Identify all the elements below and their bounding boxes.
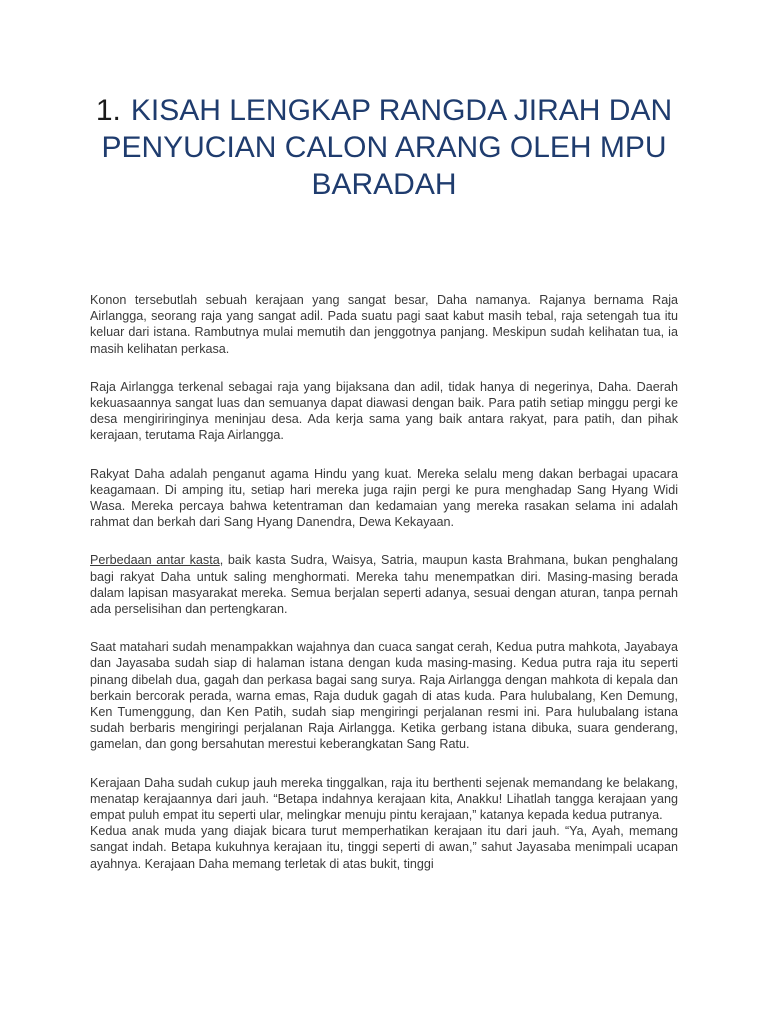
- article-body: [90, 292, 678, 894]
- paragraph-6: [90, 775, 678, 872]
- kasta-link[interactable]: Perbedaan antar kasta: [90, 553, 220, 568]
- paragraph-1: Konon tersebutlah sebuah kerajaan yang sangat besar, Daha namanya. Rajanya bernama Raja Airlangga, seorang raja yang sangat adil. Pada suatu pagi saat kabut masih tebal, raja setengah tua itu keluar dari istana. Rambutnya mulai memutih dan jenggotnya panjang. Meskipun sudah kelihatan tua, ia masih kelihatan perkasa.: [90, 293, 678, 356]
- paragraph-6-text: Kerajaan Daha sudah cukup jauh mereka tinggalkan, raja itu berthenti sejenak memandang ke belakang, menatap kerajaannya dari jauh. “Betapa indahnya kerajaan kita, Anakku! Lihatlah tangga kerajaan yang empat puluh empat itu seperti ular, melingkar menuju pintu kerajaan,” katanya kepada kedua putranya.: [90, 775, 678, 823]
- page-title: [60, 92, 708, 203]
- paragraph-5: Saat matahari sudah menampakkan wajahnya dan cuaca sangat cerah, Kedua putra mahkota, Jayabaya dan Jayasaba sudah siap di halaman istana dengan kuda masing-masing. Kedua putra raja itu seperti pinang dibelah dua, gagah dan perkasa bagai sang surya. Raja Airlangga dengan mahkota di kepala dan berkain bercorak perada, warna emas, Raja duduk gagah di atas kuda. Para hulubalang, Ken Demung, Ken Tumenggung, dan Ken Patih, sudah siap mengiringi perjalanan resmi ini. Para hulubalang istana sudah berbaris mengiringi perjalanan Raja Airlangga. Ketika gerbang istana dibuka, suara genderang, gamelan, dan gong bersahutan merestui keberangkatan Sang Ratu.: [90, 640, 678, 752]
- title-text: KISAH LENGKAP RANGDA JIRAH DAN PENYUCIAN CALON ARANG OLEH MPU BARADAH: [101, 94, 673, 201]
- paragraph-4-text: , baik kasta Sudra, Waisya, Satria, maupun kasta Brahmana, bukan penghalang bagi rakyat Daha untuk saling menghormati. Mereka tahu menempatkan diri. Masing-masing berada dalam lapisan masyarakat mereka. Semua berjalan seperti adanya, sesuai dengan aturan, tanpa pernah ada perselisihan dan pertengkaran.: [90, 553, 678, 617]
- paragraph-6-continuation: Kedua anak muda yang diajak bicara turut memperhatikan kerajaan itu dari jauh. “Ya, Ayah, memang sangat indah. Betapa kukuhnya kerajaan itu, tinggi seperti di awan,” sahut Jayasaba menimpali ucapan ayahnya. Kerajaan Daha memang terletak di atas bukit, tinggi: [90, 824, 678, 871]
- title-number: 1.: [95, 94, 121, 127]
- paragraph-2: Raja Airlangga terkenal sebagai raja yang bijaksana dan adil, tidak hanya di negerinya, Daha. Daerah kekuasaannya sangat luas dan semuanya dapat diawasi dengan baik. Para patih setiap minggu pergi ke desa mengiriringinya meninjau desa. Ada kerja sama yang baik antara rakyat, para patih, dan pihak kerajaan, terutama Raja Airlangga.: [90, 379, 678, 443]
- paragraph-3: Rakyat Daha adalah penganut agama Hindu yang kuat. Mereka selalu meng dakan berbagai upacara keagamaan. Di amping itu, setiap hari mereka juga rajin pergi ke pura menghadap Sang Hyang Widi Wasa. Mereka percaya bahwa ketentraman dan kedamaian yang mereka rasakan selama ini adalah rahmat dan berkah dari Sang Hyang Danendra, Dewa Kekayaan.: [90, 466, 678, 530]
- paragraph-4: [90, 552, 678, 617]
